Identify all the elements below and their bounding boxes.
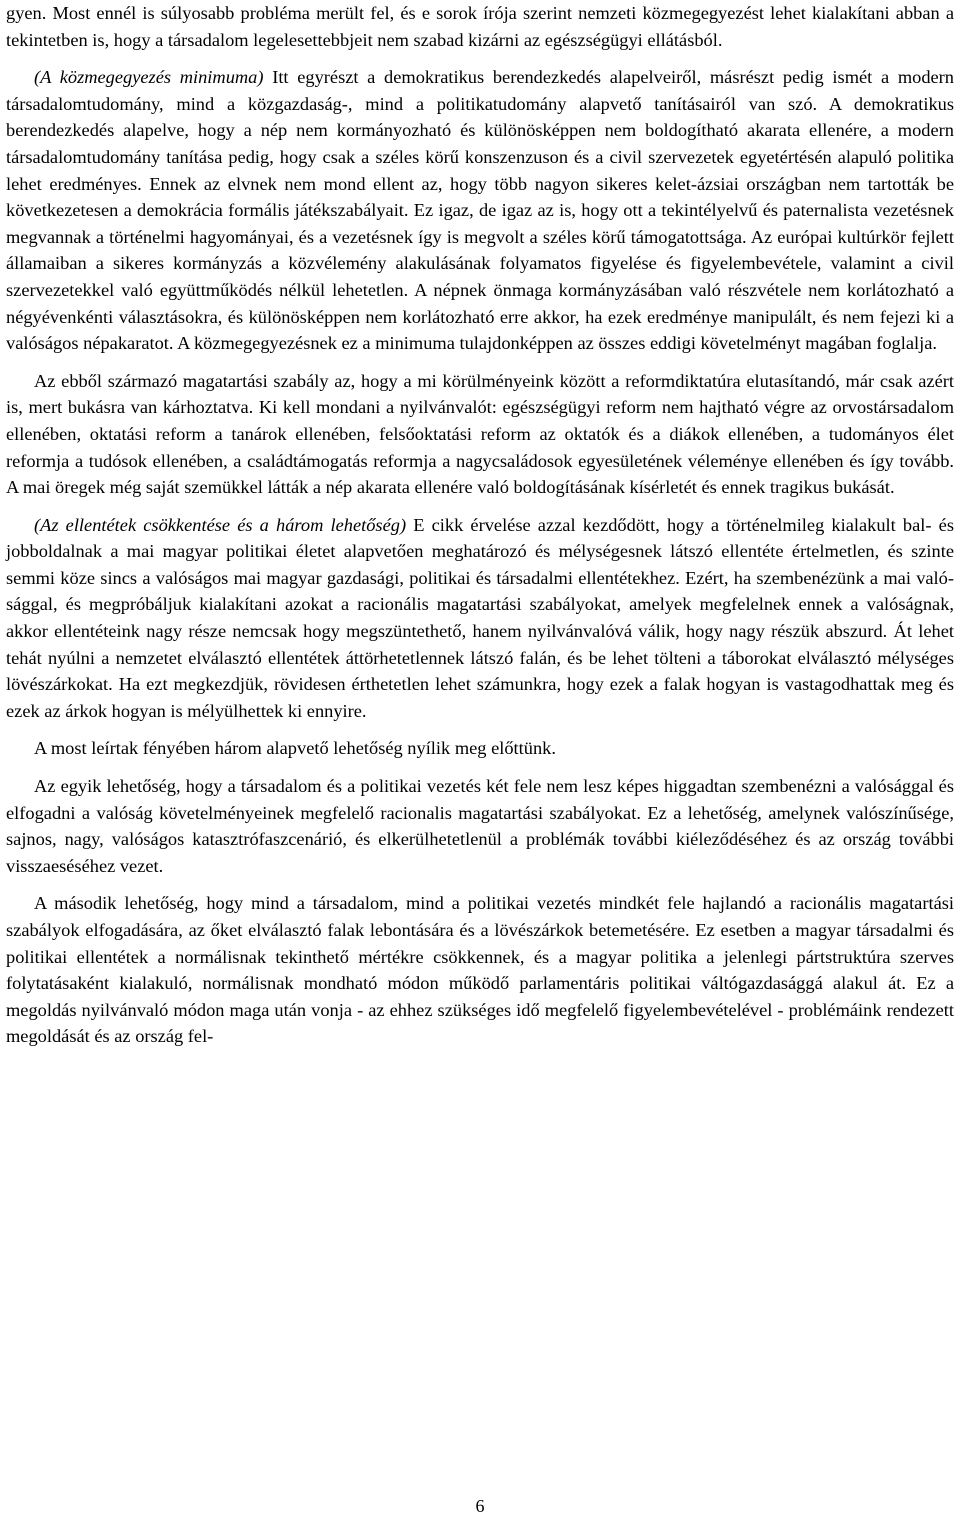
paragraph-text: Az ebből származó magatartási szabály az, hogy a mi körülményeink között a reformdiktatúra elutasítandó, már csak azért is, mert bukásra van kárhoztatva. Ki kell mondani a nyilvánvalót: egészségügyi reform nem hajtható végre az orvostársadalom ellenében, oktatási reform a tanárok ellenében, felsőoktatási reform az oktatók és a diákok ellenében, a tudományos élet reformja a tudósok ellenében, a családtámogatás reformja a nagycsaládosok egyesületének véleménye ellenében és így tovább. A mai öregek még saját szemükkel látták a nép akarata ellenére való boldogításának kísérletét és ennek tragikus bukását. bbox=[6, 370, 954, 498]
paragraph-0 bbox=[6, 0, 954, 53]
section-heading-contrasts: (Az ellentétek csökkentése és a három lehetőség) bbox=[34, 514, 407, 535]
paragraph-text: gyen. Most ennél is súlyosabb probléma merült fel, és e sorok írója szerint nemzeti közmegegyezést lehet kialakítani abban a tekintetben is, hogy a társadalom legelesettebbjeit nem szabad kizárni az egészségügyi ellátásból. bbox=[6, 3, 954, 50]
paragraph-1 bbox=[6, 64, 954, 357]
paragraph-2 bbox=[6, 368, 954, 501]
document-page bbox=[6, 0, 954, 1061]
paragraph-4 bbox=[6, 735, 954, 762]
paragraph-text: Itt egyrészt a demokratikus berendezkedés alapelveiről, másrészt pedig ismét a modern társadalomtudomány, mind a közgazdaság-, mind a politikatudomány alapvető tanításairól van szó. A demokratikus berendezkedés alapelve, hogy a nép nem kormányozható és különösképpen nem boldogítható akarata ellenére, a modern társadalomtudomány tanítása pedig, hogy csak a széles körű konszenzuson és a civil szervezetek egyetértésén alapuló politika lehet eredményes. Ennek az elvnek nem mond ellent az, hogy több nagyon sikeres kelet-ázsiai országban nem tartották be következetesen a demokrácia formális játékszabályait. Ez igaz, de igaz az is, hogy ott a tekintélyelvű és paternalista vezetésnek megvannak a történelmi hagyományai, és a vezetésnek így is megvolt a széles körű támogatottsága. Az európai kultúrkör fejlett államaiban a sikeres kormányzás a közvélemény alakulásának folyamatos figyelése és figyelembevétele, valamint a civil szervezetekkel való együttműködés nélkül lehetetlen. A népnek önmaga kormányzásában való részvétele nem korlátozható a négyévenkénti választásokra, és különösképpen nem korlátozható erre akkor, ha ezek eredménye manipulált, és nem fejezi ki a valóságos népakaratot. A közmegegyezésnek ez a minimuma tulajdonképpen az összes eddigi követelményt magában foglalja. bbox=[6, 67, 954, 354]
paragraph-text: A második lehetőség, hogy mind a társadalom, mind a politikai vezetés mindkét fele hajlandó a racionális magatartási szabályok elfogadására, az őket elválasztó falak lebontására és a lövészárkok betemetésére. Ez esetben a magyar társadalmi és politikai ellentétek a normálisnak tekinthető mértékre csökkennek, és a magyar politika a jelenlegi pártstruktúra szerves folytatásaként kialakuló, normálisnak mondható módon működő parlamentáris politikai váltógazdasággá alakul át. Ez a megoldás nyilvánvaló módon maga után vonja - az ehhez szükséges idő megfelelő figyelembevételével - problémáink rendezett megoldását és az ország fel- bbox=[6, 893, 954, 1047]
page-number: 6 bbox=[475, 1496, 485, 1516]
paragraph-text: A most leírtak fényében három alapvető lehetőség nyílik meg előttünk. bbox=[34, 738, 556, 759]
paragraph-5 bbox=[6, 773, 954, 879]
section-heading-minimum: (A közmegegyezés minimuma) bbox=[34, 67, 264, 88]
paragraph-6 bbox=[6, 890, 954, 1050]
paragraph-3 bbox=[6, 512, 954, 725]
paragraph-text: E cikk érvelése azzal kezdődött, hogy a történelmileg kialakult bal- és jobboldalnak a mai magyar politikai életet alapvetően meghatározó és mélységesnek látszó ellentéte értelmetlen, és szinte semmi köze sincs a valóságos mai magyar gazdasági, politikai és társadalmi ellentétekhez. Ezért, ha szembenézünk a mai valósággal, és megpróbáljuk kialakítani azokat a racionális magatartási szabályokat, amelyek megfelelnek ennek a valóságnak, akkor ellentéteink nagy része nemcsak hogy megszüntethető, hanem nyilvánvalóvá válik, hogy nagy részük abszurd. Át lehet tehát nyúlni a nemzetet elválasztó ellentétek áttörhetetlennek látszó falán, és be lehet tölteni a táborokat elválasztó mélységes lövészárkokat. Ha ezt megkezdjük, rövidesen érthetetlen lehet számunkra, hogy ezek a falak hogyan is vastagodhattak meg és ezek az árkok hogyan is mélyülhettek ki ennyire. bbox=[6, 514, 954, 721]
paragraph-text: Az egyik lehetőség, hogy a társadalom és a politikai vezetés két fele nem lesz képes higgadtan szembenézni a valósággal és elfogadni a valóság követelményeinek megfelelő racionalis magatartási szabályokat. Ez a lehetőség, amelynek valószínűsége, sajnos, nagy, valóságos katasztrófaszcenárió, és elkerülhetetlenül a problémák további kiéleződéséhez és az ország további visszaeséséhez vezet. bbox=[6, 776, 954, 876]
